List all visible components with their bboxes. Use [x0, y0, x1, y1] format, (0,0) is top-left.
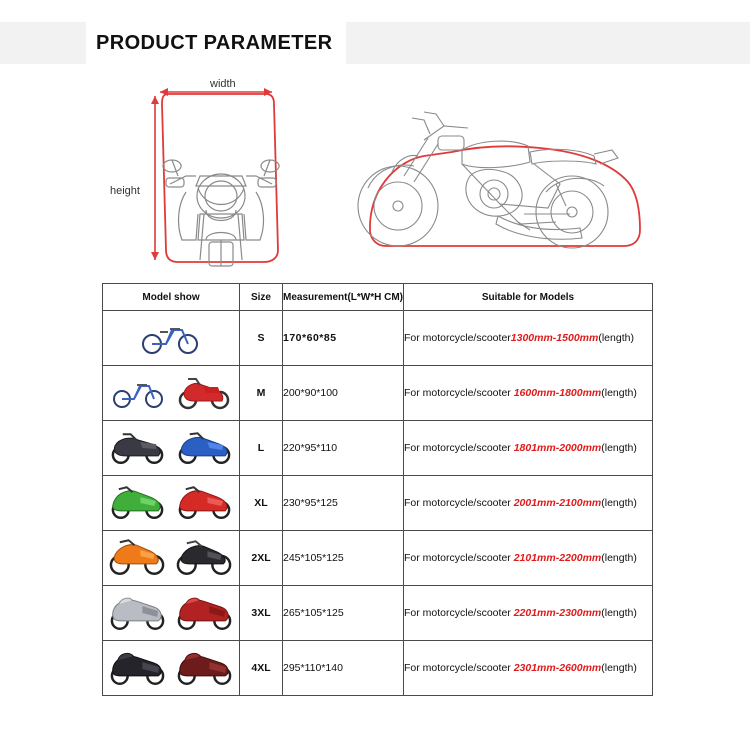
- size-cell: XL: [240, 476, 283, 531]
- sportbike-red-image: [174, 485, 235, 521]
- size-cell: 4XL: [240, 641, 283, 696]
- cruiser-black-image: [107, 649, 168, 687]
- scooter-red-image: [174, 375, 234, 411]
- size-cell: M: [240, 366, 283, 421]
- measurement-cell: 200*90*100: [283, 366, 404, 421]
- measurement-cell: 245*105*125: [283, 531, 404, 586]
- suitable-suffix: (length): [601, 551, 637, 564]
- suitable-cell: [404, 311, 653, 366]
- tourer-red-image: [174, 594, 235, 632]
- suitable-prefix: For motorcycle/scooter: [404, 331, 511, 344]
- table-row: [103, 476, 653, 531]
- column-header-model-show: Model show: [103, 284, 240, 311]
- underbone-dark-image: [107, 430, 168, 466]
- suitable-suffix: (length): [601, 606, 637, 619]
- diagram-svg: [0, 64, 750, 278]
- header-band: [0, 22, 750, 64]
- width-dimension-label: width: [210, 78, 236, 90]
- spec-table-head: [103, 284, 653, 311]
- suitable-cell: [404, 366, 653, 421]
- page-title-box: [86, 22, 346, 64]
- sportbike-green-image: [107, 485, 168, 521]
- suitable-range: 2101mm-2200mm: [513, 551, 602, 564]
- column-header-size: Size: [240, 284, 283, 311]
- suitable-cell: [404, 476, 653, 531]
- table-row: [103, 311, 653, 366]
- height-arrow: [151, 96, 159, 260]
- suitable-cell: [404, 586, 653, 641]
- measurement-cell: 220*95*110: [283, 421, 404, 476]
- suitable-range: 2001mm-2100mm: [513, 496, 602, 509]
- page-title: PRODUCT PARAMETER: [96, 31, 333, 54]
- size-cell: S: [240, 311, 283, 366]
- bicycle-blue-image: [136, 320, 206, 356]
- suitable-prefix: For motorcycle/scooter: [404, 661, 514, 674]
- spec-table-body: [103, 311, 653, 696]
- model-show-cell: [103, 476, 240, 531]
- table-row: [103, 421, 653, 476]
- column-header-suitable: Suitable for Models: [404, 284, 653, 311]
- suitable-range: 1600mm-1800mm: [513, 386, 602, 399]
- motorcycle-side-view: [358, 112, 618, 248]
- model-show-cell: [103, 366, 240, 421]
- suitable-suffix: (length): [601, 386, 637, 399]
- model-show-cell: [103, 311, 240, 366]
- naked-black-image: [174, 539, 235, 577]
- spec-table-wrapper: [102, 283, 648, 696]
- column-header-measurement: Measurement(L*W*H CM): [283, 284, 404, 311]
- bicycle-blue-image: [108, 375, 168, 411]
- table-header-row: [103, 284, 653, 311]
- table-row: [103, 366, 653, 421]
- suitable-range: 2301mm-2600mm: [513, 661, 602, 674]
- suitable-cell: [404, 421, 653, 476]
- diagram-area: [0, 64, 750, 278]
- suitable-suffix: (length): [601, 441, 637, 454]
- size-cell: 2XL: [240, 531, 283, 586]
- scooter-blue-image: [174, 430, 235, 466]
- suitable-prefix: For motorcycle/scooter: [404, 386, 514, 399]
- size-cell: L: [240, 421, 283, 476]
- suitable-prefix: For motorcycle/scooter: [404, 551, 514, 564]
- table-row: [103, 586, 653, 641]
- suitable-prefix: For motorcycle/scooter: [404, 441, 514, 454]
- suitable-suffix: (length): [601, 661, 637, 674]
- motorcycle-front-view: [163, 160, 279, 266]
- height-dimension-label: height: [110, 185, 140, 197]
- suitable-range: 1801mm-2000mm: [513, 441, 602, 454]
- cruiser-darkred-image: [174, 649, 235, 687]
- suitable-cell: [404, 641, 653, 696]
- size-cell: 3XL: [240, 586, 283, 641]
- dualsport-orange-image: [107, 539, 168, 577]
- model-show-cell: [103, 531, 240, 586]
- model-show-cell: [103, 641, 240, 696]
- suitable-prefix: For motorcycle/scooter: [404, 606, 514, 619]
- tourer-silver-image: [107, 594, 168, 632]
- suitable-cell: [404, 531, 653, 586]
- measurement-cell: 230*95*125: [283, 476, 404, 531]
- suitable-range: 2201mm-2300mm: [513, 606, 602, 619]
- model-show-cell: [103, 586, 240, 641]
- side-cover-outline: [370, 146, 640, 246]
- suitable-suffix: (length): [598, 331, 634, 344]
- spec-table: [102, 283, 653, 696]
- suitable-prefix: For motorcycle/scooter: [404, 496, 514, 509]
- table-row: [103, 641, 653, 696]
- model-show-cell: [103, 421, 240, 476]
- measurement-cell: 265*105*125: [283, 586, 404, 641]
- table-row: [103, 531, 653, 586]
- suitable-suffix: (length): [601, 496, 637, 509]
- measurement-cell: 170*60*85: [283, 311, 404, 366]
- suitable-range: 1300mm-1500mm: [510, 331, 599, 344]
- measurement-cell: 295*110*140: [283, 641, 404, 696]
